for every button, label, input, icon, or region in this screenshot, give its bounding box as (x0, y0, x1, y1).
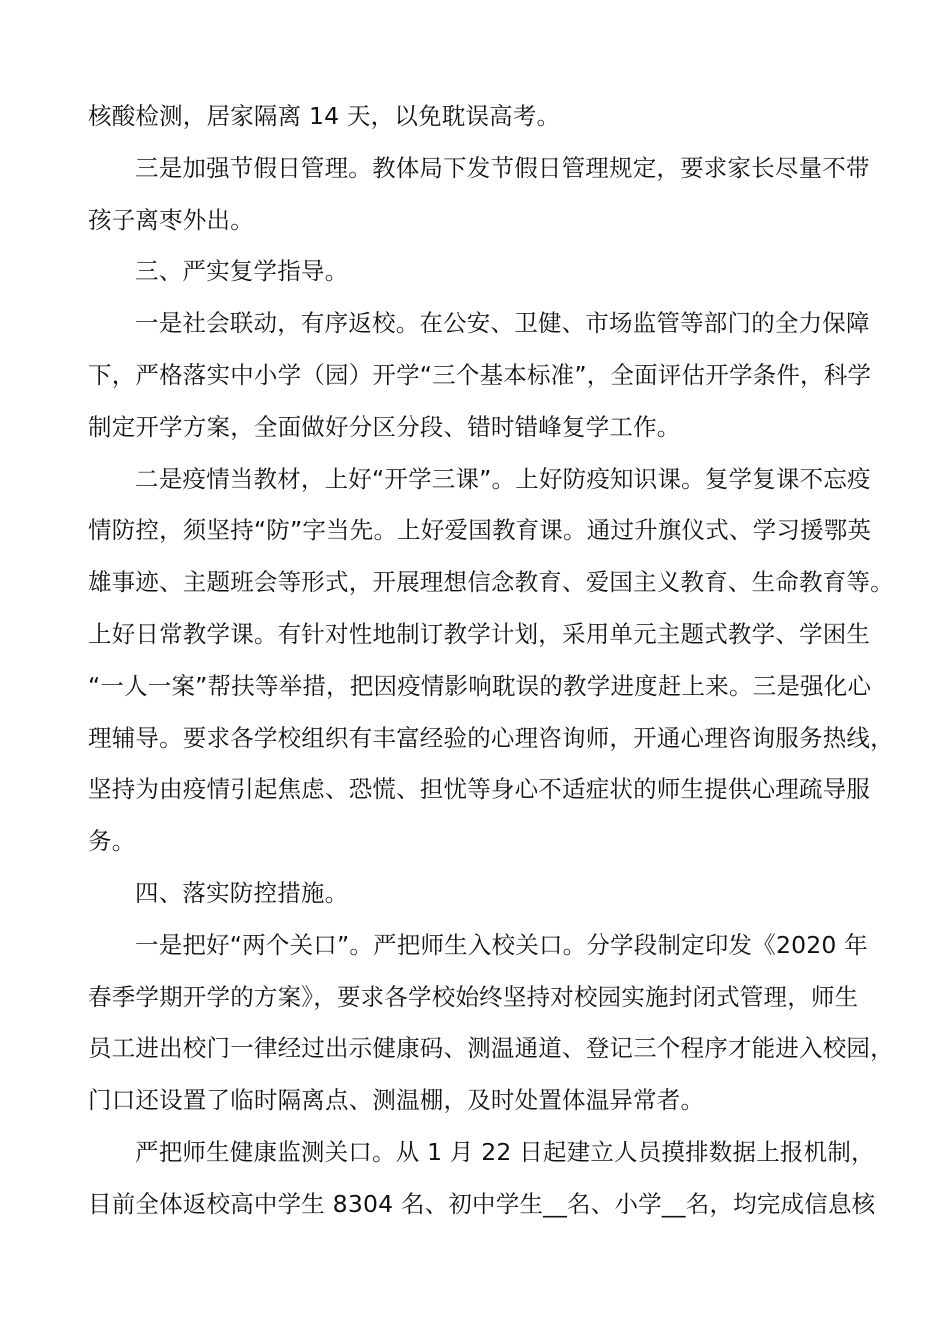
text-line: 孩子离枣外出。 (88, 205, 254, 234)
text-line: 门口还设置了临时隔离点、测温棚，及时处置体温异常者。 (88, 1086, 705, 1115)
text-line: 目前全体返校高中学生 8304 名、初中学生__名、小学__名，均完成信息核 (88, 1189, 876, 1218)
text-line: 一是社会联动，有序返校。在公安、卫健、市场监管等部门的全力保障 (135, 309, 870, 338)
text-line: 三是加强节假日管理。教体局下发节假日管理规定，要求家长尽量不带 (135, 153, 870, 182)
text-line: 雄事迹、主题班会等形式，开展理想信念教育、爱国主义教育、生命教育等。 (88, 568, 894, 597)
text-line: 春季学期开学的方案》，要求各学校始终坚持对校园实施封闭式管理，师生 (88, 982, 859, 1011)
text-line: 坚持为由疫情引起焦虑、恐慌、担忧等身心不适症状的师生提供心理疏导服 (88, 775, 871, 804)
text-line: “一人一案”帮扶等举措，把因疫情影响耽误的教学进度赶上来。三是强化心 (88, 671, 872, 700)
text-line: 下，严格落实中小学（园）开学“三个基本标准”，全面评估开学条件，科学 (88, 360, 872, 389)
text-line: 制定开学方案，全面做好分区分段、错时错峰复学工作。 (88, 412, 681, 441)
document-body (88, 95, 894, 1235)
text-line: 理辅导。要求各学校组织有丰富经验的心理咨询师，开通心理咨询服务热线， (88, 723, 894, 752)
text-line: 员工进出校门一律经过出示健康码、测温通道、登记三个程序才能进入校园， (88, 1034, 894, 1063)
text-line: 情防控，须坚持“防”字当先。上好爱国教育课。通过升旗仪式、学习援鄂英 (88, 516, 872, 545)
text-line: 核酸检测，居家隔离 14 天，以免耽误高考。 (88, 102, 561, 130)
text-line: 三、严实复学指导。 (135, 257, 349, 286)
text-line: 一是把好“两个关口”。严把师生入校关口。分学段制定印发《2020 年 (135, 930, 868, 959)
text-line: 严把师生健康监测关口。从 1 月 22 日起建立人员摸排数据上报机制， (135, 1137, 875, 1166)
text-line: 上好日常教学课。有针对性地制订教学计划，采用单元主题式教学、学困生 (88, 619, 871, 648)
text-line: 务。 (88, 827, 136, 856)
text-line: 四、落实防控措施。 (135, 878, 349, 907)
text-line: 二是疫情当教材，上好“开学三课”。上好防疫知识课。复学复课不忘疫 (135, 464, 871, 493)
